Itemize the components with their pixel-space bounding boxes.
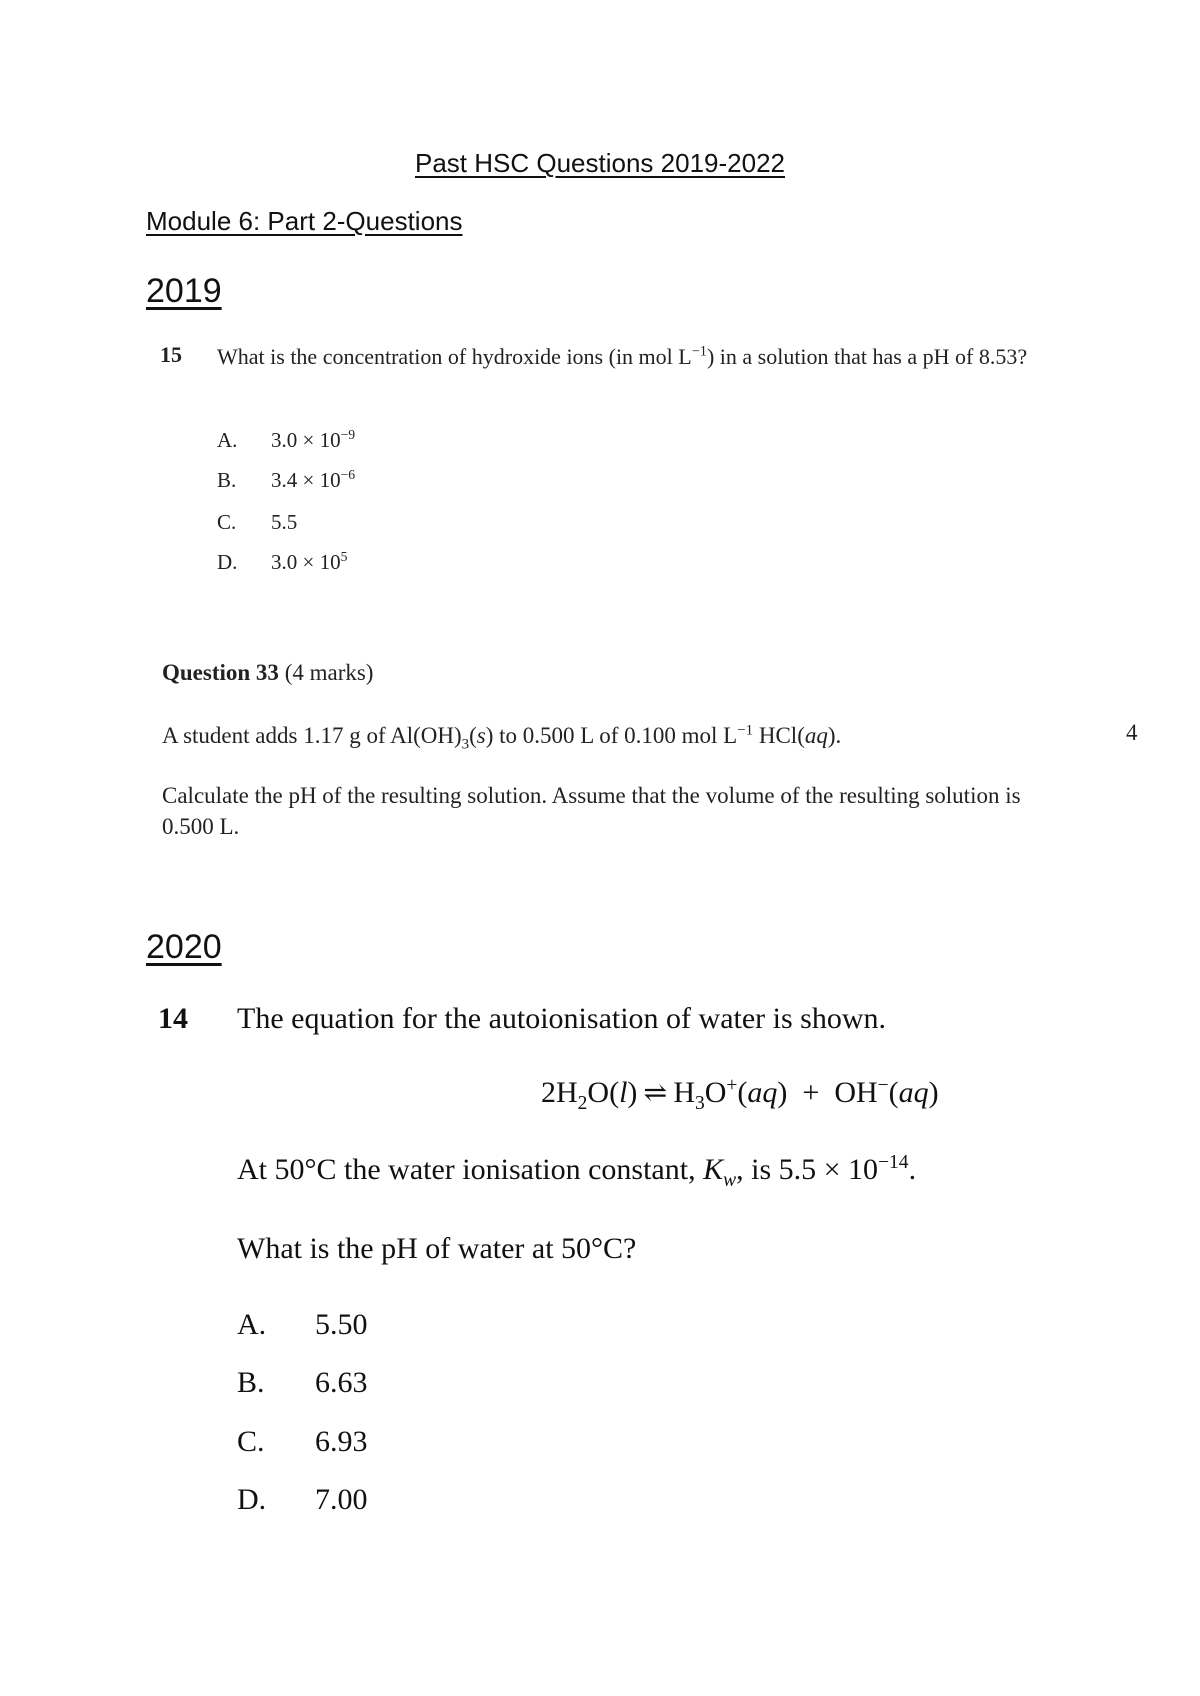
question-text: What is the concentration of hydroxide ions (in mol $L^{-1}$) in a solution that has a pH of 8.53? <box>217 343 1028 369</box>
question-33-instruction: Calculate the pH of the resulting solution. Assume that the volume of the resulting solution is 0.500 L. <box>162 783 1021 839</box>
question-33-heading: Question 33 (4 marks) <box>162 660 374 685</box>
option-c <box>217 510 297 535</box>
question-14-text: What is the pH of water at 50°C? <box>237 1232 637 1265</box>
question-14-intro: The equation for the autoionisation of water is shown. <box>237 1002 887 1035</box>
equilibrium-arrow: ⇌ <box>643 1078 668 1109</box>
option-value: 7.00 <box>315 1483 368 1516</box>
option-label: A. <box>237 1308 267 1341</box>
option-a <box>237 1308 368 1342</box>
option-label: D. <box>237 1483 267 1516</box>
module-title: Module 6: Part 2-Questions <box>146 206 463 236</box>
year-heading-2019: 2019 <box>146 272 222 310</box>
option-value: 6.63 <box>315 1366 368 1399</box>
option-value: 3.0 × 10 <box>271 428 341 452</box>
option-value: 6.93 <box>315 1425 368 1458</box>
option-value: 5.50 <box>315 1308 368 1341</box>
question-33-text: A student adds 1.17 g of $Al(OH)_3(s)$ to 0.500 L of 0.100 mol $L^{-1}$ HCl(aq). <box>162 722 842 753</box>
kw-statement: At 50°C the water ionisation constant, $K_w$, is $5.5 \times 10^{-14}$. <box>237 1152 917 1191</box>
option-c <box>237 1425 368 1459</box>
marks-value: 4 <box>1126 720 1138 745</box>
option-label: B. <box>217 468 237 492</box>
year-heading-2020: 2020 <box>146 928 222 966</box>
option-b: B. $3.4 \times 10^{-6}$ <box>217 467 356 492</box>
option-b <box>237 1366 368 1400</box>
option-label: C. <box>237 1425 265 1458</box>
question-number: 14 <box>158 1002 188 1035</box>
option-label: B. <box>237 1366 265 1399</box>
option-label: D. <box>217 550 238 574</box>
document-title: Past HSC Questions 2019-2022 <box>415 148 785 178</box>
option-label: A. <box>217 428 238 452</box>
option-a: A. $3.0 \times 10^{-9}$ <box>217 427 356 452</box>
autoionisation-equation: $2H_2O(l)$ ⇌ $H_3O^+(aq) + OH^-(aq)$ <box>541 1075 939 1114</box>
option-label: C. <box>217 510 237 534</box>
option-d: D. $3.0 \times 10^5$ <box>217 549 348 574</box>
option-value: 3.4 × 10 <box>271 468 341 492</box>
option-value: 5.5 <box>271 510 298 534</box>
option-d <box>237 1483 368 1517</box>
question-number: 15 <box>160 342 182 367</box>
option-value: 3.0 × 10 <box>271 550 341 574</box>
